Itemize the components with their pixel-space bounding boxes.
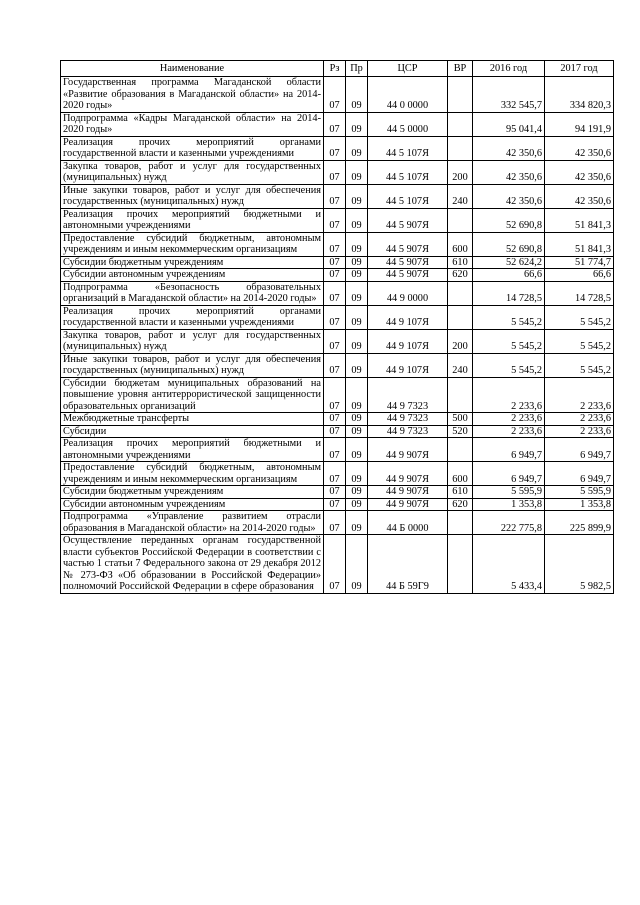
cell-csr: 44 9 7323 [368,413,448,426]
cell-rz: 07 [324,511,346,535]
table-row [61,77,614,113]
cell-2016: 66,6 [473,269,545,282]
cell-name: Реализация прочих мероприятий бюджетными и автономными учреждениями [61,208,324,232]
cell-2017: 66,6 [545,269,614,282]
cell-csr: 44 5 0000 [368,112,448,136]
cell-pr: 09 [346,208,368,232]
cell-pr: 09 [346,232,368,256]
table-row [61,438,614,462]
cell-csr: 44 0 0000 [368,77,448,113]
cell-csr: 44 9 107Я [368,353,448,377]
cell-2016: 42 350,6 [473,160,545,184]
cell-csr: 44 5 907Я [368,208,448,232]
cell-pr: 09 [346,305,368,329]
cell-vr [448,377,473,413]
cell-pr: 09 [346,377,368,413]
table-row [61,486,614,499]
cell-name: Подпрограмма «Безопасность образовательных организаций в Магаданской области» на 2014-2020 годы» [61,281,324,305]
cell-2017: 2 233,6 [545,377,614,413]
cell-pr: 09 [346,425,368,438]
cell-csr: 44 9 107Я [368,305,448,329]
cell-pr: 09 [346,136,368,160]
cell-vr [448,305,473,329]
cell-csr: 44 9 7323 [368,425,448,438]
table-row [61,160,614,184]
column-header-name: Наименование [61,61,324,77]
cell-pr: 09 [346,256,368,269]
cell-rz: 07 [324,413,346,426]
cell-vr [448,438,473,462]
cell-pr: 09 [346,498,368,511]
cell-csr: 44 9 0000 [368,281,448,305]
table-row [61,208,614,232]
cell-2017: 5 545,2 [545,353,614,377]
cell-rz: 07 [324,377,346,413]
cell-csr: 44 9 7323 [368,377,448,413]
cell-vr: 620 [448,498,473,511]
cell-rz: 07 [324,425,346,438]
cell-2016: 5 595,9 [473,486,545,499]
cell-vr: 600 [448,232,473,256]
cell-vr: 200 [448,329,473,353]
cell-2017: 5 545,2 [545,329,614,353]
cell-pr: 09 [346,160,368,184]
cell-rz: 07 [324,498,346,511]
cell-csr: 44 5 107Я [368,136,448,160]
cell-pr: 09 [346,413,368,426]
cell-2016: 52 690,8 [473,208,545,232]
cell-rz: 07 [324,305,346,329]
cell-rz: 07 [324,232,346,256]
cell-2017: 51 841,3 [545,208,614,232]
cell-name: Осуществление переданных органам государственной власти субъектов Российской Федерации в соответствии с частью 1 статьи 7 Федерального закона от 29 декабря 2012 № 273-ФЗ «Об образовании в Российской Федерации» полномочий Российской Федерации в сфере образования [61,535,324,594]
cell-name: Подпрограмма «Кадры Магаданской области» на 2014-2020 годы» [61,112,324,136]
cell-2016: 2 233,6 [473,413,545,426]
table-row [61,377,614,413]
cell-2016: 222 775,8 [473,511,545,535]
cell-name: Субсидии автономным учреждениям [61,269,324,282]
cell-2016: 42 350,6 [473,184,545,208]
cell-vr: 520 [448,425,473,438]
cell-2016: 6 949,7 [473,462,545,486]
cell-rz: 07 [324,535,346,594]
column-header-csr: ЦСР [368,61,448,77]
cell-2017: 5 545,2 [545,305,614,329]
cell-csr: 44 5 107Я [368,160,448,184]
cell-vr [448,535,473,594]
cell-2016: 14 728,5 [473,281,545,305]
cell-vr [448,208,473,232]
cell-pr: 09 [346,462,368,486]
cell-pr: 09 [346,511,368,535]
cell-2017: 42 350,6 [545,184,614,208]
table-row [61,281,614,305]
cell-rz: 07 [324,462,346,486]
cell-name: Реализация прочих мероприятий бюджетными и автономными учреждениями [61,438,324,462]
cell-vr: 610 [448,486,473,499]
cell-2016: 1 353,8 [473,498,545,511]
table-row [61,498,614,511]
cell-2017: 42 350,6 [545,136,614,160]
table-row [61,353,614,377]
cell-vr [448,136,473,160]
table-row [61,269,614,282]
cell-csr: 44 Б 59Г9 [368,535,448,594]
cell-rz: 07 [324,77,346,113]
table-row [61,511,614,535]
cell-name: Межбюджетные трансферты [61,413,324,426]
cell-2017: 6 949,7 [545,438,614,462]
column-header-vr: ВР [448,61,473,77]
cell-name: Государственная программа Магаданской области «Развитие образования в Магаданской области» на 2014-2020 годы» [61,77,324,113]
cell-vr: 200 [448,160,473,184]
cell-csr: 44 9 907Я [368,438,448,462]
cell-rz: 07 [324,353,346,377]
cell-2017: 225 899,9 [545,511,614,535]
cell-2017: 42 350,6 [545,160,614,184]
cell-2017: 51 774,7 [545,256,614,269]
cell-name: Предоставление субсидий бюджетным, автономным учреждениям и иным некоммерческим организациям [61,462,324,486]
cell-name: Субсидии [61,425,324,438]
cell-2016: 95 041,4 [473,112,545,136]
cell-2017: 14 728,5 [545,281,614,305]
cell-2017: 5 982,5 [545,535,614,594]
table-row [61,329,614,353]
cell-vr: 240 [448,184,473,208]
cell-vr [448,77,473,113]
cell-pr: 09 [346,329,368,353]
cell-rz: 07 [324,438,346,462]
cell-vr: 240 [448,353,473,377]
cell-name: Предоставление субсидий бюджетным, автономным учреждениям и иным некоммерческим организациям [61,232,324,256]
cell-csr: 44 5 907Я [368,232,448,256]
cell-csr: 44 5 107Я [368,184,448,208]
cell-2017: 6 949,7 [545,462,614,486]
cell-pr: 09 [346,184,368,208]
cell-csr: 44 9 907Я [368,486,448,499]
cell-2016: 5 545,2 [473,329,545,353]
cell-2017: 94 191,9 [545,112,614,136]
cell-2017: 5 595,9 [545,486,614,499]
cell-2017: 2 233,6 [545,413,614,426]
cell-csr: 44 9 907Я [368,498,448,511]
cell-2017: 51 841,3 [545,232,614,256]
cell-vr [448,112,473,136]
cell-pr: 09 [346,486,368,499]
cell-pr: 09 [346,353,368,377]
cell-rz: 07 [324,112,346,136]
cell-2016: 2 233,6 [473,377,545,413]
cell-name: Закупка товаров, работ и услуг для государственных (муниципальных) нужд [61,329,324,353]
table-row [61,112,614,136]
cell-rz: 07 [324,256,346,269]
cell-pr: 09 [346,438,368,462]
cell-vr: 620 [448,269,473,282]
cell-csr: 44 9 907Я [368,462,448,486]
cell-rz: 07 [324,160,346,184]
cell-name: Субсидии бюджетам муниципальных образований на повышение уровня антитеррористической защищенности образовательных организаций [61,377,324,413]
column-header-2017: 2017 год [545,61,614,77]
column-header-rz: Рз [324,61,346,77]
cell-pr: 09 [346,281,368,305]
cell-rz: 07 [324,136,346,160]
cell-name: Закупка товаров, работ и услуг для государственных (муниципальных) нужд [61,160,324,184]
column-header-pr: Пр [346,61,368,77]
cell-vr: 610 [448,256,473,269]
cell-name: Реализация прочих мероприятий органами государственной власти и казенными учреждениями [61,136,324,160]
cell-rz: 07 [324,184,346,208]
table-row [61,413,614,426]
cell-2017: 334 820,3 [545,77,614,113]
cell-2017: 1 353,8 [545,498,614,511]
cell-name: Иные закупки товаров, работ и услуг для обеспечения государственных (муниципальных) нужд [61,184,324,208]
cell-name: Подпрограмма «Управление развитием отрасли образования в Магаданской области» на 2014-2020 годы» [61,511,324,535]
cell-rz: 07 [324,329,346,353]
table-row [61,232,614,256]
cell-2016: 5 433,4 [473,535,545,594]
cell-csr: 44 9 107Я [368,329,448,353]
table-row [61,136,614,160]
table-row [61,425,614,438]
cell-name: Субсидии бюджетным учреждениям [61,486,324,499]
table-row [61,305,614,329]
cell-csr: 44 Б 0000 [368,511,448,535]
cell-vr [448,281,473,305]
table-header-row [61,61,614,77]
cell-2016: 52 690,8 [473,232,545,256]
table-row [61,535,614,594]
cell-2016: 52 624,2 [473,256,545,269]
table-row [61,184,614,208]
cell-csr: 44 5 907Я [368,269,448,282]
cell-rz: 07 [324,486,346,499]
cell-pr: 09 [346,535,368,594]
column-header-2016: 2016 год [473,61,545,77]
cell-name: Реализация прочих мероприятий органами государственной власти и казенными учреждениями [61,305,324,329]
cell-2016: 2 233,6 [473,425,545,438]
cell-rz: 07 [324,269,346,282]
table-body [61,77,614,594]
cell-2017: 2 233,6 [545,425,614,438]
cell-name: Субсидии автономным учреждениям [61,498,324,511]
cell-pr: 09 [346,112,368,136]
cell-rz: 07 [324,281,346,305]
cell-vr: 600 [448,462,473,486]
cell-pr: 09 [346,269,368,282]
cell-2016: 5 545,2 [473,305,545,329]
cell-name: Иные закупки товаров, работ и услуг для обеспечения государственных (муниципальных) нужд [61,353,324,377]
budget-table [60,60,614,594]
table-row [61,256,614,269]
cell-2016: 332 545,7 [473,77,545,113]
cell-2016: 6 949,7 [473,438,545,462]
cell-rz: 07 [324,208,346,232]
cell-name: Субсидии бюджетным учреждениям [61,256,324,269]
cell-csr: 44 5 907Я [368,256,448,269]
cell-vr [448,511,473,535]
cell-2016: 5 545,2 [473,353,545,377]
cell-pr: 09 [346,77,368,113]
cell-vr: 500 [448,413,473,426]
table-row [61,462,614,486]
cell-2016: 42 350,6 [473,136,545,160]
